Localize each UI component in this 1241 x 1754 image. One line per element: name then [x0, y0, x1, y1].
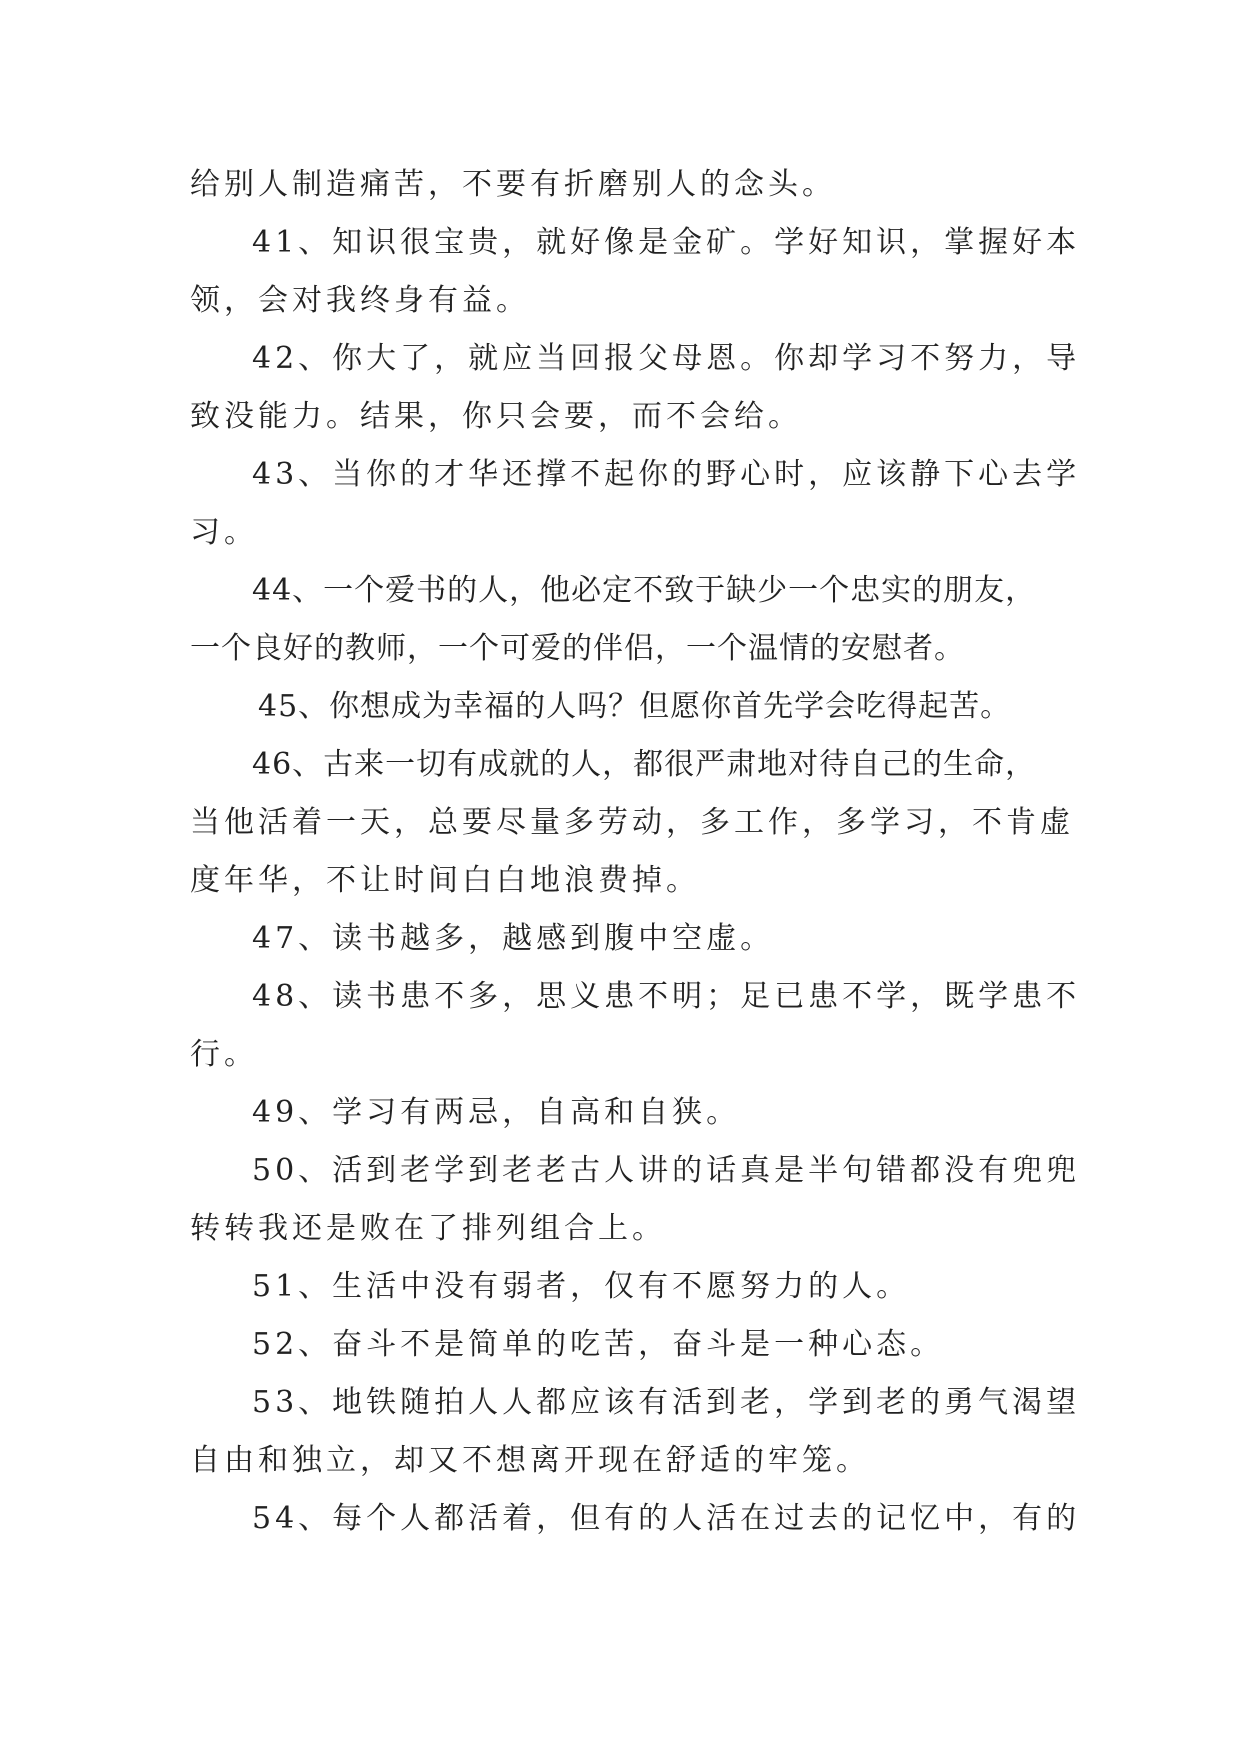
text-line: 46、古来一切有成就的人，都很严肃地对待自己的生命， — [252, 747, 1037, 782]
text-line: 自由和独立，却又不想离开现在舒适的牢笼。 — [190, 1443, 870, 1478]
text-line: 行。 — [190, 1037, 258, 1072]
text-line: 49、学习有两忌，自高和自狭。 — [252, 1095, 741, 1130]
text-line: 习。 — [190, 515, 258, 550]
text-line: 51、生活中没有弱者，仅有不愿努力的人。 — [252, 1269, 911, 1304]
text-line: 45、你想成为幸福的人吗？但愿你首先学会吃得起苦。 — [258, 689, 1012, 724]
text-line: 转转我还是败在了排列组合上。 — [190, 1211, 666, 1246]
text-line: 48、读书患不多，思义患不明；足已患不学，既学患不 — [252, 979, 1081, 1014]
text-line: 52、奋斗不是简单的吃苦，奋斗是一种心态。 — [252, 1327, 945, 1362]
text-line: 42、你大了，就应当回报父母恩。你却学习不努力，导 — [252, 341, 1081, 376]
text-line: 47、读书越多，越感到腹中空虚。 — [252, 921, 775, 956]
text-line: 给别人制造痛苦，不要有折磨别人的念头。 — [190, 167, 836, 202]
text-line: 致没能力。结果，你只会要，而不会给。 — [190, 399, 802, 434]
text-line: 43、当你的才华还撑不起你的野心时，应该静下心去学 — [252, 457, 1081, 492]
text-line: 44、一个爱书的人，他必定不致于缺少一个忠实的朋友， — [252, 573, 1037, 608]
text-line: 当他活着一天，总要尽量多劳动，多工作，多学习，不肯虚 — [190, 805, 1074, 840]
text-line: 54、每个人都活着，但有的人活在过去的记忆中，有的 — [252, 1501, 1081, 1536]
text-line: 度年华，不让时间白白地浪费掉。 — [190, 863, 700, 898]
text-line: 53、地铁随拍人人都应该有活到老，学到老的勇气渴望 — [252, 1385, 1081, 1420]
text-line: 领，会对我终身有益。 — [190, 283, 530, 318]
text-line: 一个良好的教师，一个可爱的伴侣，一个温情的安慰者。 — [190, 631, 965, 666]
text-line: 41、知识很宝贵，就好像是金矿。学好知识，掌握好本 — [252, 225, 1081, 260]
text-line: 50、活到老学到老老古人讲的话真是半句错都没有兜兜 — [252, 1153, 1081, 1188]
